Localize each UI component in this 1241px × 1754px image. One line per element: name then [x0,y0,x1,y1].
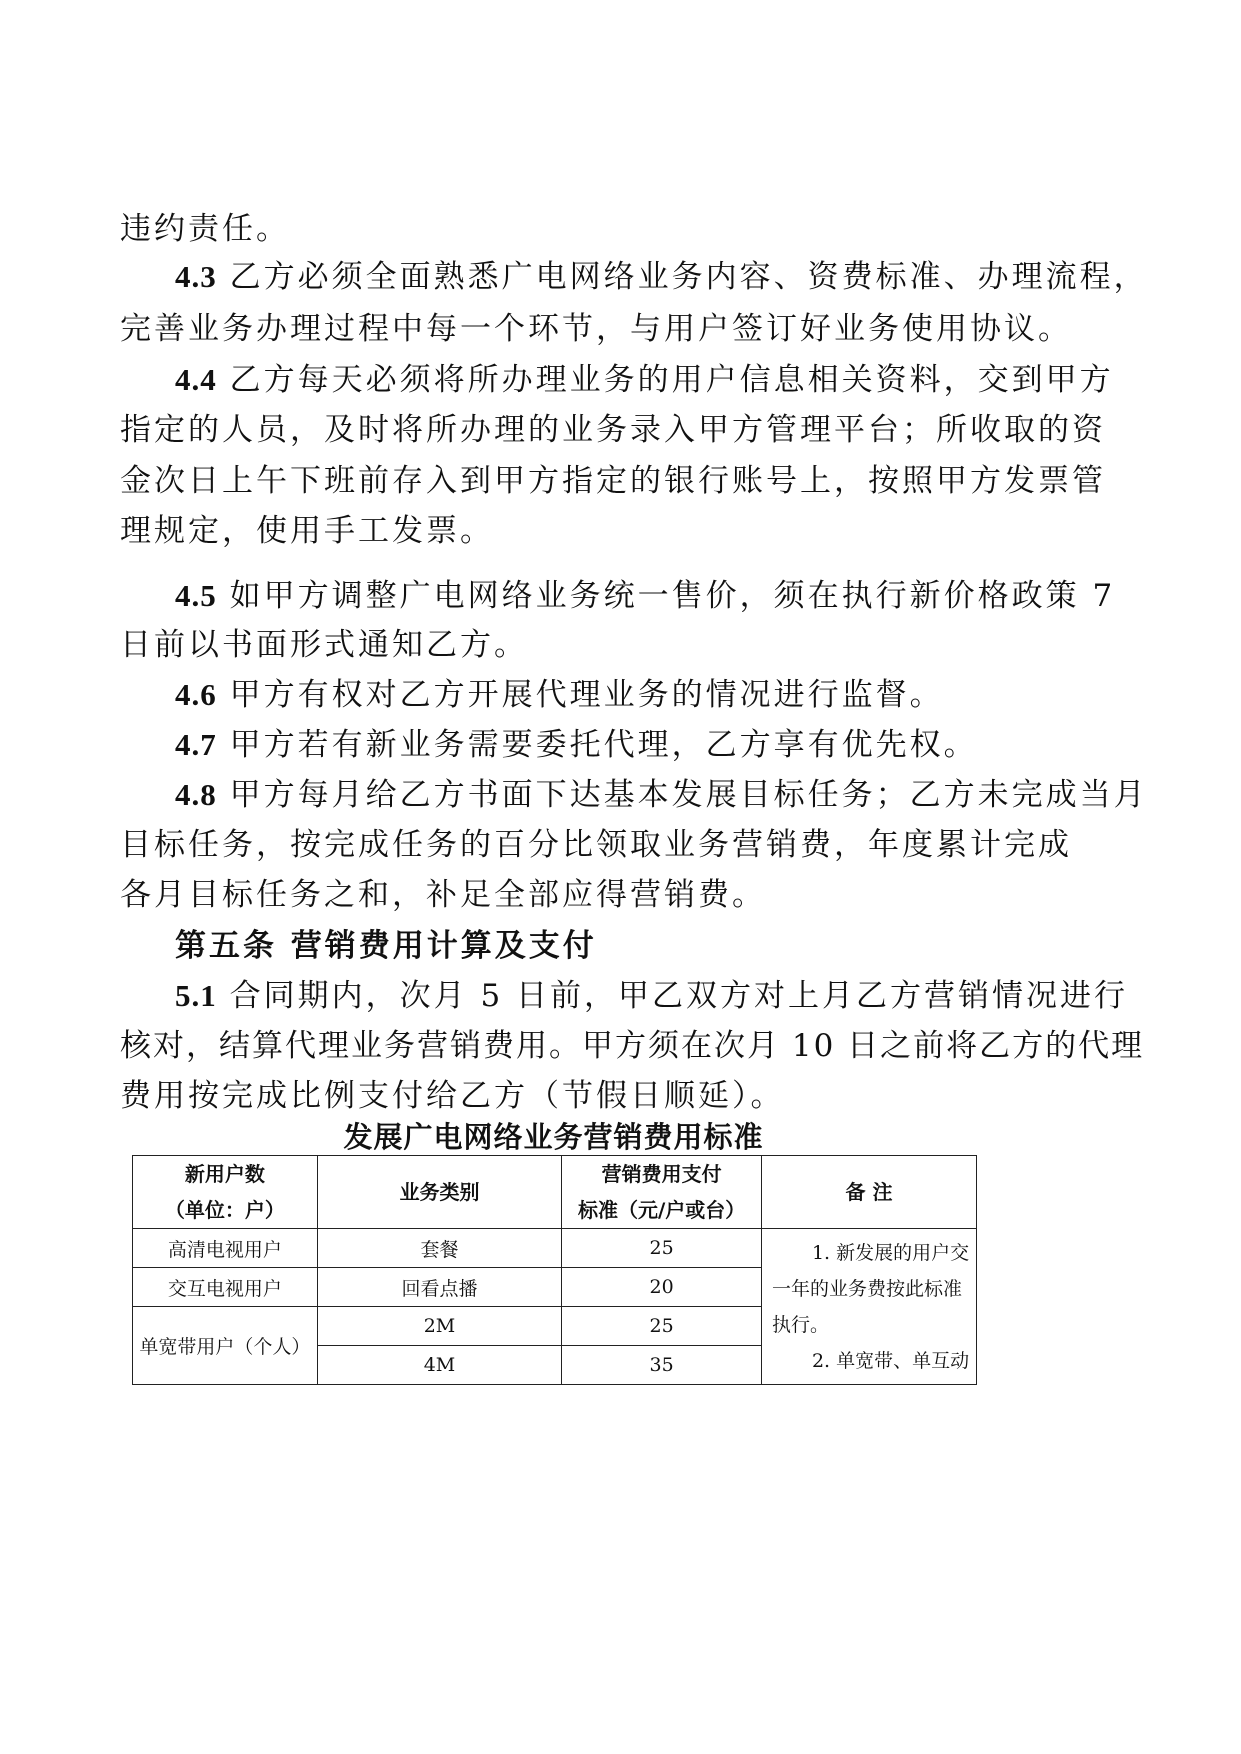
header-text: （单位：户） [164,1198,285,1222]
paragraph-5-1-first-line [175,976,1128,1016]
section-heading: 第五条 营销费用计算及支付 [175,928,597,964]
clause-number: 5.1 [175,978,217,1013]
fee-table [132,1155,977,1385]
cell-user-type: 高清电视用户 [133,1229,318,1268]
table-row [133,1229,977,1268]
note-line: 2. 单宽带、单互动 [811,1350,970,1372]
clause-number: 4.8 [175,777,217,812]
clause-number: 4.7 [175,727,217,762]
header-text: 标准（元/户或台） [577,1198,746,1222]
text-line: 指定的人员，及时将所办理的业务录入甲方管理平台；所收取的资 [120,412,1106,448]
clause-number: 4.3 [175,259,217,294]
paragraph-4-8-first-line [175,775,1148,815]
text-line: 金次日上午下班前存入到甲方指定的银行账号上，按照甲方发票管 [120,463,1106,499]
table-header-row [133,1156,977,1229]
paragraph-4-4-first-line [175,360,1114,400]
cell-category: 回看点播 [317,1268,562,1307]
header-remarks: 备 注 [761,1156,976,1229]
text-line: 合同期内，次月 5 日前，甲乙双方对上月乙方营销情况进行 [229,978,1129,1014]
cell-fee: 25 [562,1307,762,1346]
note-line: 一年的业务费按此标准 [771,1278,962,1300]
cell-fee: 25 [562,1229,762,1268]
cell-category: 套餐 [317,1229,562,1268]
text-line: 乙方必须全面熟悉广电网络业务内容、资费标准、办理流程， [229,259,1148,295]
cell-remarks [761,1229,976,1385]
cell-category: 2M [317,1307,562,1346]
text-line: 甲方每月给乙方书面下达基本发展目标任务；乙方未完成当月 [229,777,1148,813]
text-line: 如甲方调整广电网络业务统一售价，须在执行新价格政策 7 [229,578,1116,614]
header-category: 业务类别 [317,1156,562,1229]
text-line: 核对，结算代理业务营销费用。甲方须在次月 10 日之前将乙方的代理 [120,1028,1145,1064]
paragraph-4-5-first-line [175,576,1115,616]
header-fee-standard [562,1156,762,1229]
text-line: 甲方若有新业务需要委托代理，乙方享有优先权。 [229,727,978,763]
text-line: 违约责任。 [120,211,290,247]
text-line: 理规定，使用手工发票。 [120,513,494,549]
note-line: 执行。 [771,1314,829,1336]
paragraph-4-3-first-line [175,257,1148,297]
header-user-count [133,1156,318,1229]
cell-category: 4M [317,1346,562,1385]
text-line: 费用按完成比例支付给乙方（节假日顺延）。 [120,1078,785,1114]
clause-number: 4.5 [175,578,217,613]
header-text: 营销费用支付 [601,1162,722,1186]
cell-user-type: 交互电视用户 [133,1268,318,1307]
clause-number: 4.6 [175,677,217,712]
paragraph-4-7 [175,725,978,765]
clause-number: 4.4 [175,362,217,397]
text-line: 各月目标任务之和，补足全部应得营销费。 [120,877,766,913]
text-line: 日前以书面形式通知乙方。 [120,627,528,663]
header-text: 新用户数 [184,1162,265,1186]
paragraph-4-6 [175,675,944,715]
text-line: 甲方有权对乙方开展代理业务的情况进行监督。 [229,677,944,713]
text-line: 目标任务，按完成任务的百分比领取业务营销费，年度累计完成 [120,827,1072,863]
text-line: 完善业务办理过程中每一个环节，与用户签订好业务使用协议。 [120,311,1072,347]
table-caption: 发展广电网络业务营销费用标准 [343,1120,764,1154]
note-line: 1. 新发展的用户交 [811,1242,970,1264]
cell-user-type: 单宽带用户（个人） [133,1307,318,1385]
cell-fee: 35 [562,1346,762,1385]
cell-fee: 20 [562,1268,762,1307]
text-line: 乙方每天必须将所办理业务的用户信息相关资料，交到甲方 [229,362,1114,398]
